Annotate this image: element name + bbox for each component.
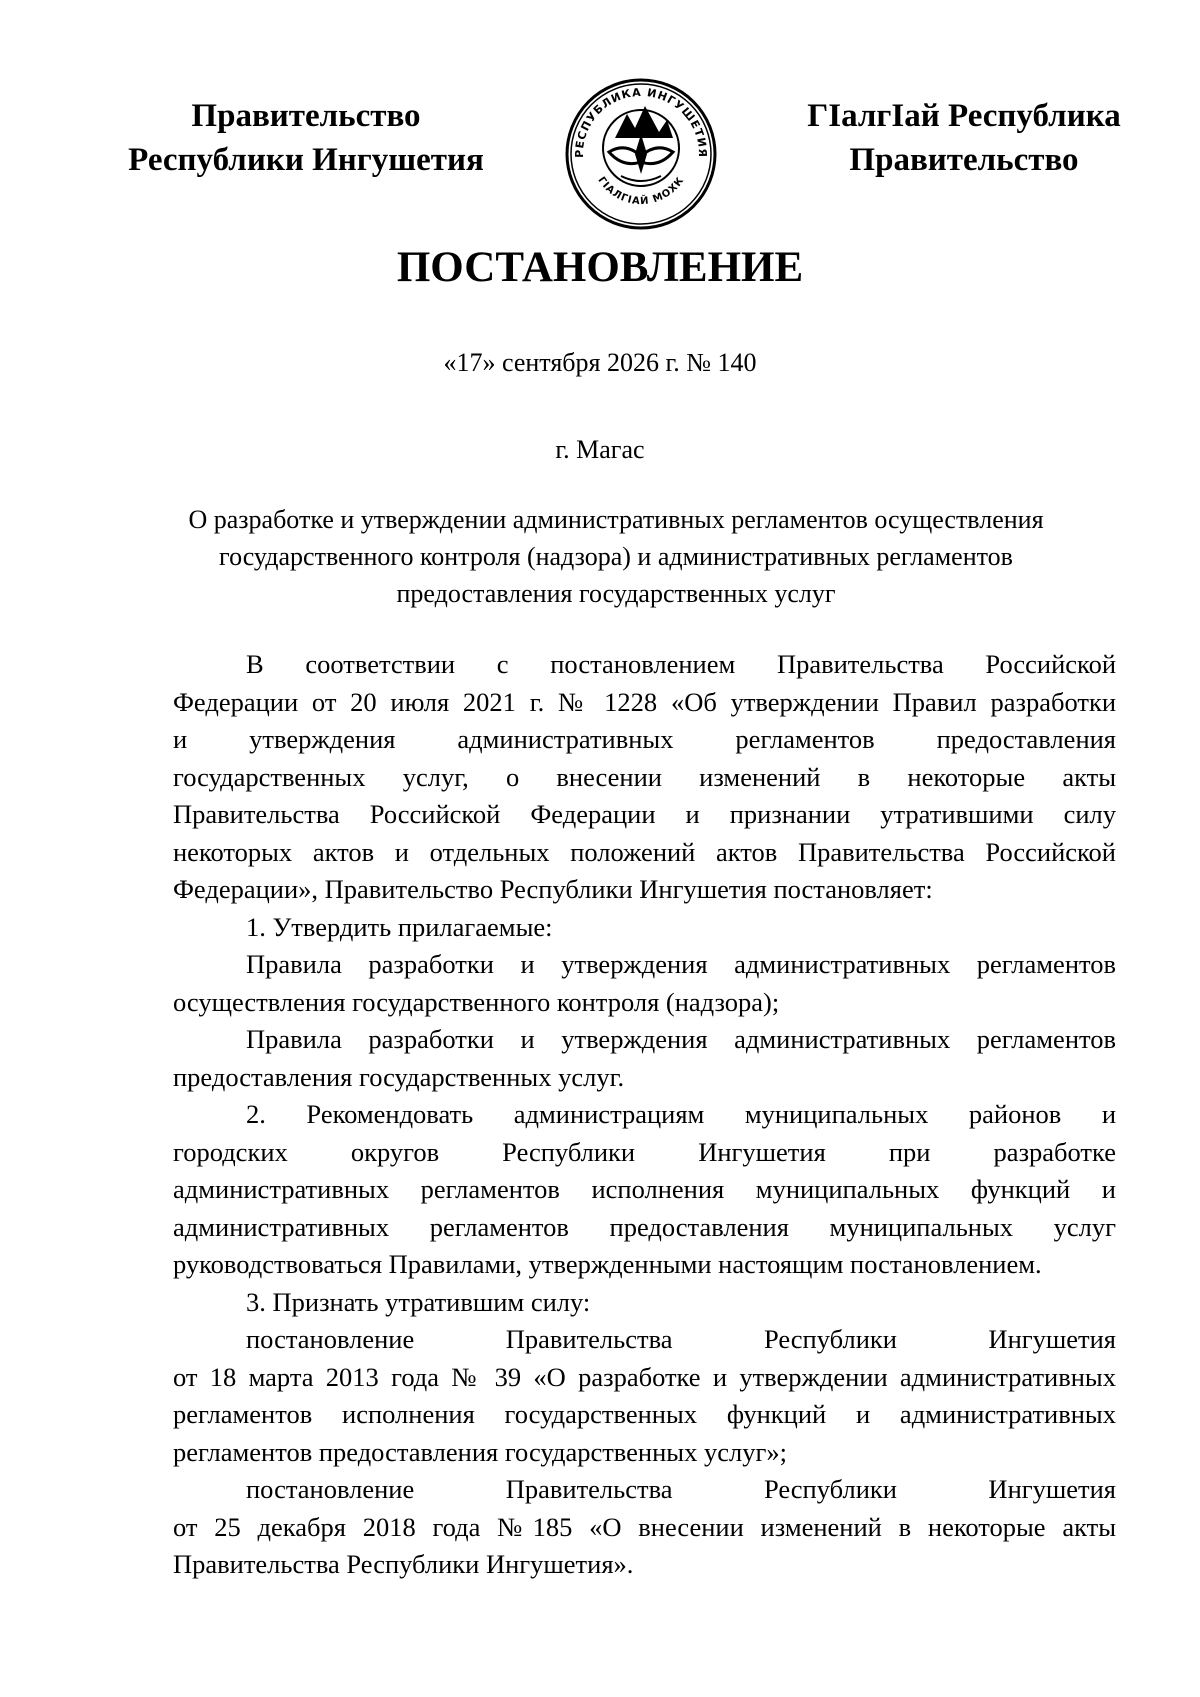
body-line: Федерации», Правительство Республики Ингушетия постановляет: [173,874,933,904]
document-body [173,646,1116,1584]
document-subject [160,501,1072,612]
body-line: 3. Признать утратившим силу: [246,1286,591,1317]
body-line: 2. Рекомендовать администрациям муниципальных районов и [246,1099,1116,1129]
body-line: Правила разработки и утверждения административных регламентов [246,949,1116,979]
body-line: городских округов Республики Ингушетия при разработке [173,1136,1116,1167]
document-city: г. Магас [555,435,645,464]
body-line: Правила разработки и утверждения административных регламентов [246,1024,1116,1054]
body-line: регламентов исполнения государственных функций и административных [173,1399,1116,1429]
body-line: руководствоваться Правилами, утвержденными настоящим постановлением. [173,1249,1042,1279]
body-line: некоторых актов и отдельных положений актов Правительства Российской [173,836,1116,867]
document-date-number: «17» сентября 2026 г. № 140 [443,348,757,377]
body-line: 1. Утвердить прилагаемые: [246,911,553,942]
header-right-block [764,94,1164,182]
body-line: от 25 декабря 2018 года №185 «О внесении изменений в некоторые акты [173,1511,1116,1542]
emblem-top-text: РЕСПУБЛИКА ИНГУШЕТИЯ [572,85,710,158]
header-right-line: ГIалгIай Республика [807,98,1121,134]
body-line: В соответствии с постановлением Правительства Российской [246,649,1116,679]
body-line: постановление Правительства Республики Ингушетия [246,1324,1116,1354]
body-line: Правительства Республики Ингушетия». [173,1549,634,1579]
header-left-line: Правительство [191,98,421,134]
subject-line: О разработке и утверждении административных регламентов осуществления [188,505,1044,534]
svg-text:ГIАЛГIАЙ МОХК [595,175,686,207]
body-line: и утверждения административных регламентов предоставления [173,724,1116,754]
body-line: административных регламентов предоставления муниципальных услуг [173,1211,1116,1242]
body-line: административных регламентов исполнения муниципальных функций и [173,1174,1116,1204]
body-line: постановление Правительства Республики Ингушетия [246,1474,1116,1504]
emblem-bottom-text: ГIАЛГIАЙ МОХК [595,174,687,208]
body-line: осуществления государственного контроля (надзора); [173,986,780,1017]
header-left-block [96,94,516,182]
document-title: ПОСТАНОВЛЕНИЕ [396,244,804,291]
body-line: предоставления государственных услуг. [173,1061,625,1092]
body-line: государственных услуг, о внесении изменений в некоторые акты [173,761,1116,792]
body-line: от 18 марта 2013 года № 39 «О разработке и утверждении административных [173,1361,1116,1392]
body-line: регламентов предоставления государственных услуг»; [173,1436,787,1467]
subject-line: государственного контроля (надзора) и административных регламентов [219,542,1013,571]
body-line: Правительства Российской Федерации и признании утратившими силу [173,799,1116,829]
body-line: Федерации от 20 июля 2021 г. № 1228 «Об утверждении Правил разработки [173,686,1116,717]
header-left-line: Республики Ингушетия [128,142,484,178]
emblem-seal [563,76,719,232]
subject-line: предоставления государственных услуг [396,579,836,608]
header-right-line: Правительство [849,142,1079,178]
